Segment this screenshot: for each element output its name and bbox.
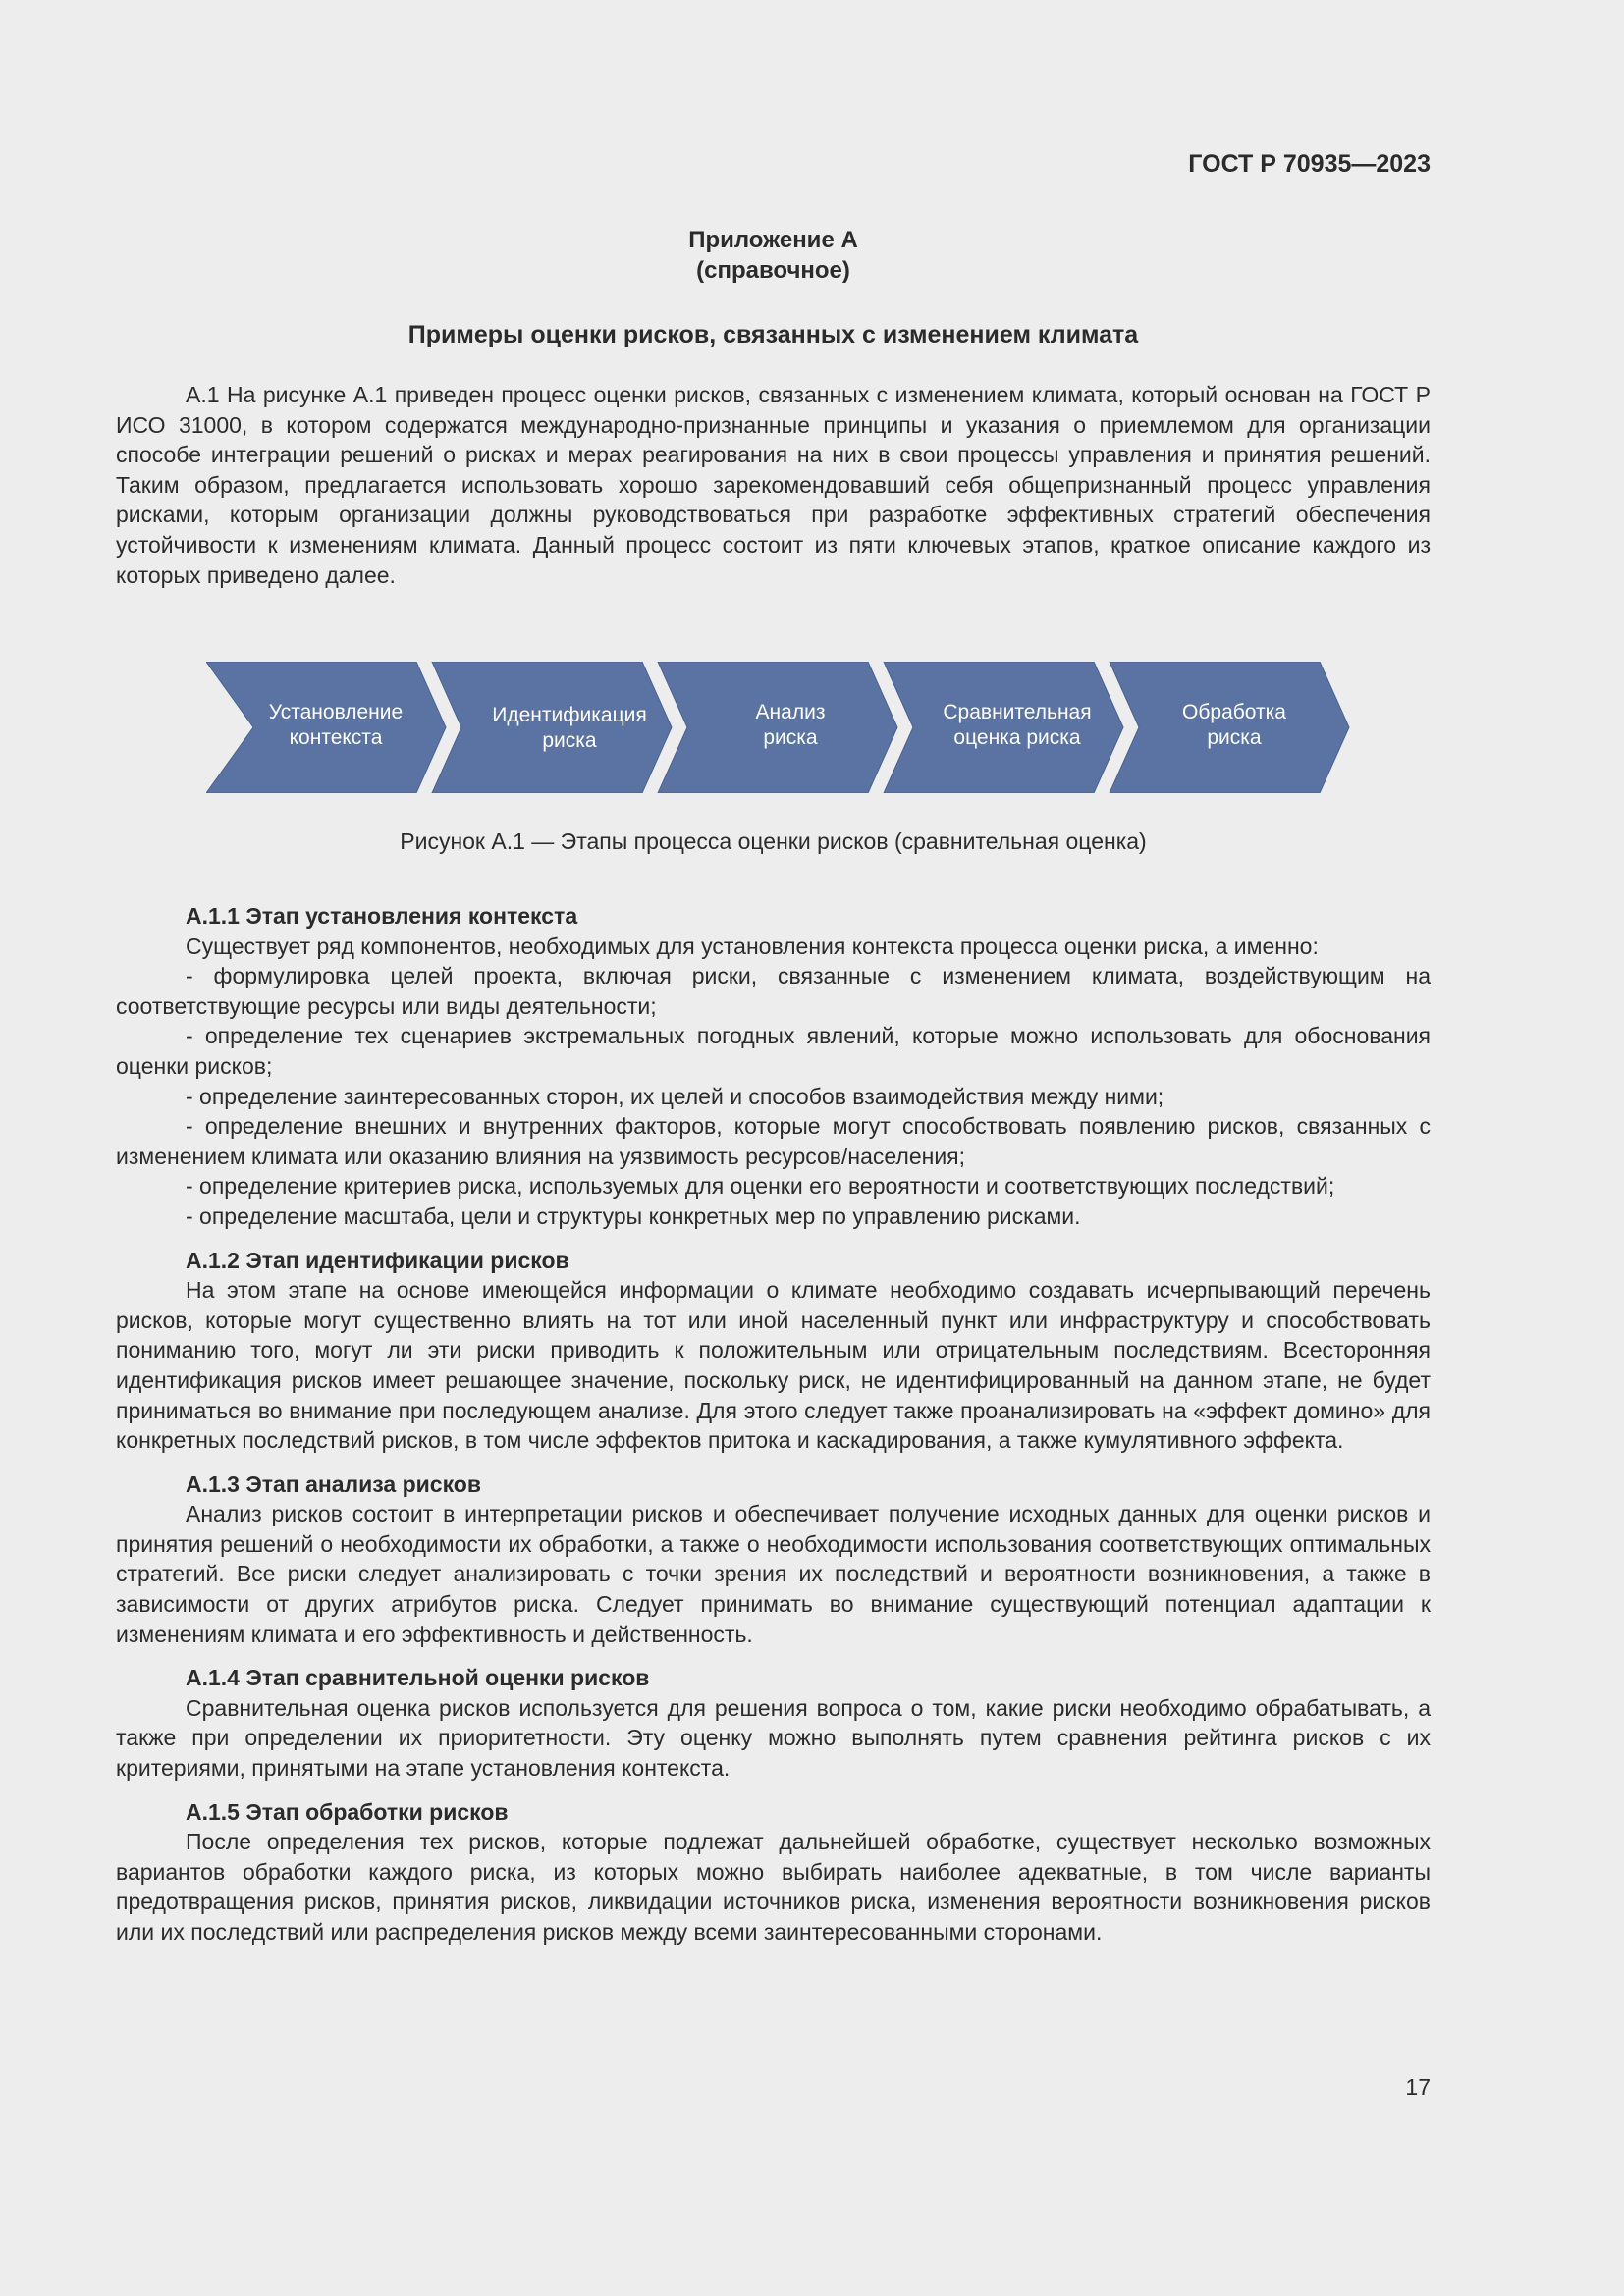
section-identification (116, 1246, 1431, 1456)
step-label-line1: Обработка (1182, 701, 1286, 723)
document-number: ГОСТ Р 70935—2023 (1188, 150, 1431, 178)
section-heading: А.1.1 Этап установления контекста (186, 903, 578, 929)
list-item: - определение критериев риска, используемых для оценки его вероятности и соответствующих последствий; (186, 1173, 1335, 1200)
section-heading: А.1.5 Этап обработки рисков (186, 1798, 509, 1825)
chevron-step-3 (658, 662, 897, 793)
list-item: - определение внешних и внутренних факторов, которые могут способствовать появлению рисков, связанных с изменением климата или оказанию влияния на уязвимость ресурсов/населения; (116, 1113, 1431, 1169)
step-label-line2: риска (542, 729, 597, 752)
process-diagram (206, 662, 1355, 793)
chevron-shape (432, 662, 672, 793)
section-lead: Существует ряд компонентов, необходимых для установления контекста процесса оценки риска, а именно: (186, 933, 1319, 959)
section-paragraph: Анализ рисков состоит в интерпретации рисков и обеспечивает получение исходных данных для оценки рисков и принятия решений о необходимости их обработки, а также о необходимости использования соответствующих оптимальных стратегий. Все риски следует анализировать с точки зрения их последствий и вероятности возникновения, а также в зависимости от других атрибутов риска. Следует принимать во внимание существующий потенциал адаптации к изменениям климата и его эффективность и действенность. (116, 1501, 1431, 1647)
intro-block (116, 380, 1431, 590)
list-item: - определение тех сценариев экстремальных погодных явлений, которые можно использовать для обоснования оценки рисков; (116, 1023, 1431, 1079)
step-label-line2: оценка риска (953, 726, 1081, 749)
intro-paragraph: А.1 На рисунке А.1 приведен процесс оценки рисков, связанных с изменением климата, который основан на ГОСТ Р ИСО 31000, в котором содержатся международно-признанные принципы и указания о приемлемом для организации способе интеграции решений о рисках и мерах реагирования на них в свои процессы управления и принятия решений. Таким образом, предлагается использовать хорошо зарекомендовавший себя общепризнанный процесс управления рисками, которым организации должны руководствоваться при разработке эффективных стратегий обеспечения устойчивости к изменениям климата. Данный процесс состоит из пяти ключевых этапов, краткое описание каждого из которых приведено далее. (116, 382, 1431, 588)
page-title: Примеры оценки рисков, связанных с изменением климата (407, 321, 1139, 348)
step-label-line1: Сравнительная (943, 701, 1092, 723)
appendix-type: (справочное) (696, 257, 850, 284)
step-label-line1: Анализ (755, 701, 826, 723)
chevron-step-5 (1110, 662, 1349, 793)
list-item: - определение заинтересованных сторон, их целей и способов взаимодействия между ними; (186, 1083, 1164, 1109)
step-label-line2: риска (763, 726, 818, 749)
section-heading: А.1.2 Этап идентификации рисков (186, 1247, 569, 1273)
appendix-heading (116, 225, 1431, 286)
section-context (116, 901, 1431, 1232)
list-item: - формулировка целей проекта, включая риски, связанные с изменением климата, воздействующим на соответствующие ресурсы или виды деятельности; (116, 963, 1431, 1019)
section-treatment (116, 1797, 1431, 1948)
section-paragraph: На этом этапе на основе имеющейся информации о климате необходимо создавать исчерпывающий перечень рисков, которые могут существенно влиять на тот или иной населенный пункт или инфраструктуру и способствовать пониманию того, могут ли эти риски приводить к положительным или отрицательным последствиям. Всесторонняя идентификация рисков имеет решающее значение, поскольку риск, не идентифицированный на данном этапе, не будет приниматься во внимание при последующем анализе. Для этого следует также проанализировать на «эффект домино» для конкретных последствий рисков, в том числе эффектов притока и каскадирования, а также кумулятивного эффекта. (116, 1277, 1431, 1454)
figure-caption: Рисунок А.1 — Этапы процесса оценки рисков (сравнительная оценка) (400, 828, 1147, 854)
step-label-line1: Установление (268, 701, 404, 723)
section-paragraph: Сравнительная оценка рисков используется для решения вопроса о том, какие риски необходимо обрабатывать, а также при определении их приоритетности. Эту оценку можно выполнять путем сравнения рейтинга рисков с их критериями, принятыми на этапе установления контекста. (116, 1694, 1431, 1782)
section-paragraph: После определения тех рисков, которые подлежат дальнейшей обработке, существует несколько возможных вариантов обработки каждого риска, из которых можно выбирать наиболее адекватные, в том числе варианты предотвращения рисков, принятия рисков, ликвидации источников риска, изменения вероятности возникновения рисков или их последствий или распределения рисков между всеми заинтересованными сторонами. (116, 1829, 1431, 1945)
step-label-line1: Идентификация (492, 704, 647, 726)
section-heading: А.1.3 Этап анализа рисков (186, 1470, 481, 1497)
chevron-step-1 (206, 662, 446, 793)
chevron-step-2 (432, 662, 672, 793)
page-number: 17 (1405, 2074, 1431, 2100)
section-evaluation (116, 1663, 1431, 1783)
section-heading: А.1.4 Этап сравнительной оценки рисков (186, 1665, 650, 1691)
list-item: - определение масштаба, цели и структуры конкретных мер по управлению рисками. (186, 1202, 1081, 1229)
section-analysis (116, 1469, 1431, 1650)
appendix-label: Приложение А (688, 227, 858, 253)
step-label-line2: контекста (289, 726, 383, 749)
step-label-line2: риска (1207, 726, 1262, 749)
sections-body (116, 901, 1431, 1948)
chevron-step-4 (884, 662, 1123, 793)
